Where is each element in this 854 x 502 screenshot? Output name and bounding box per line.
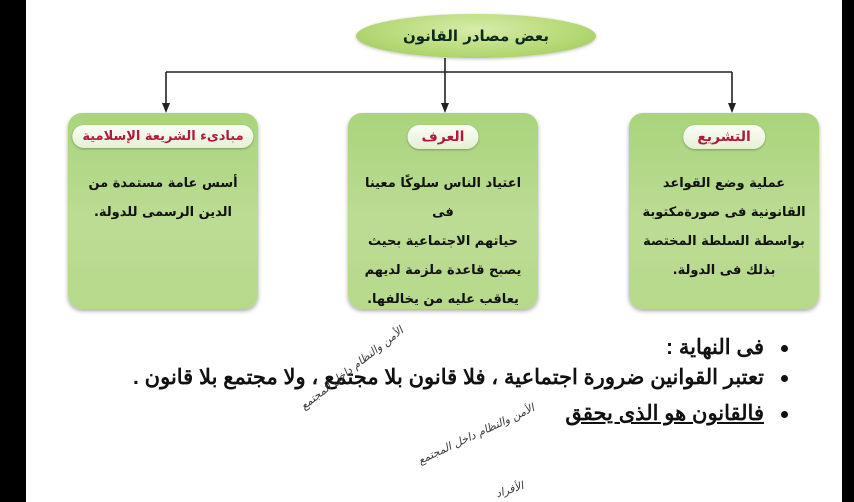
text-line: حياتهم الاجتماعية بحيث (367, 234, 519, 249)
diagram-title: بعض مصادر القانون (356, 14, 596, 58)
bullet-list (90, 322, 790, 426)
text-line: أسس عامة مستمدة من (88, 176, 238, 191)
bullet-text-underlined: فالقانون هو الذى يحقق (565, 402, 764, 425)
box-label-legislation: التشريع (683, 125, 765, 149)
bullet-dot (781, 411, 788, 418)
text-line: الدين الرسمى للدولة. (93, 205, 233, 220)
bullet-dot (781, 375, 788, 382)
text-line: بذلك فى الدولة. (672, 263, 776, 278)
bullet-item (90, 366, 790, 390)
box-label-custom: العرف (408, 125, 479, 149)
text-line: بواسطة السلطة المختصة (643, 234, 805, 249)
text-line: اعتياد الناس سلوكًا معينا فى (364, 176, 522, 220)
box-label-islamic-law: مبادىء الشريعة الإسلامية (72, 125, 253, 148)
bullet-text: فى النهاية : (666, 336, 764, 359)
box-legislation (629, 113, 819, 309)
bullet-item (90, 336, 790, 360)
text-line: عملية وضع القواعد (662, 176, 786, 191)
text-line: القانونية فى صورةمكتوبة (642, 205, 806, 220)
bullet-dot (781, 345, 788, 352)
text-line: يعاقب عليه من يخالفها. (367, 292, 519, 307)
text-line: يصبح قاعدة ملزمة لديهم (364, 263, 522, 278)
bullet-item (90, 402, 790, 426)
animated-annotation: الأمن والنظام داخل المجتمع (298, 323, 406, 413)
box-text-custom (358, 169, 528, 314)
animated-annotation: الأفراد (494, 479, 526, 501)
animated-annotation: الأمن والنظام داخل المجتمع (416, 401, 537, 467)
box-text-legislation (639, 169, 809, 285)
slide (26, 0, 842, 502)
box-islamic-law (68, 113, 258, 309)
bullet-text: تعتبر القوانين ضرورة اجتماعية ، فلا قانون بلا مجتمع ، ولا مجتمع بلا قانون . (133, 366, 764, 389)
box-custom (348, 113, 538, 309)
box-text-islamic-law (78, 169, 248, 227)
